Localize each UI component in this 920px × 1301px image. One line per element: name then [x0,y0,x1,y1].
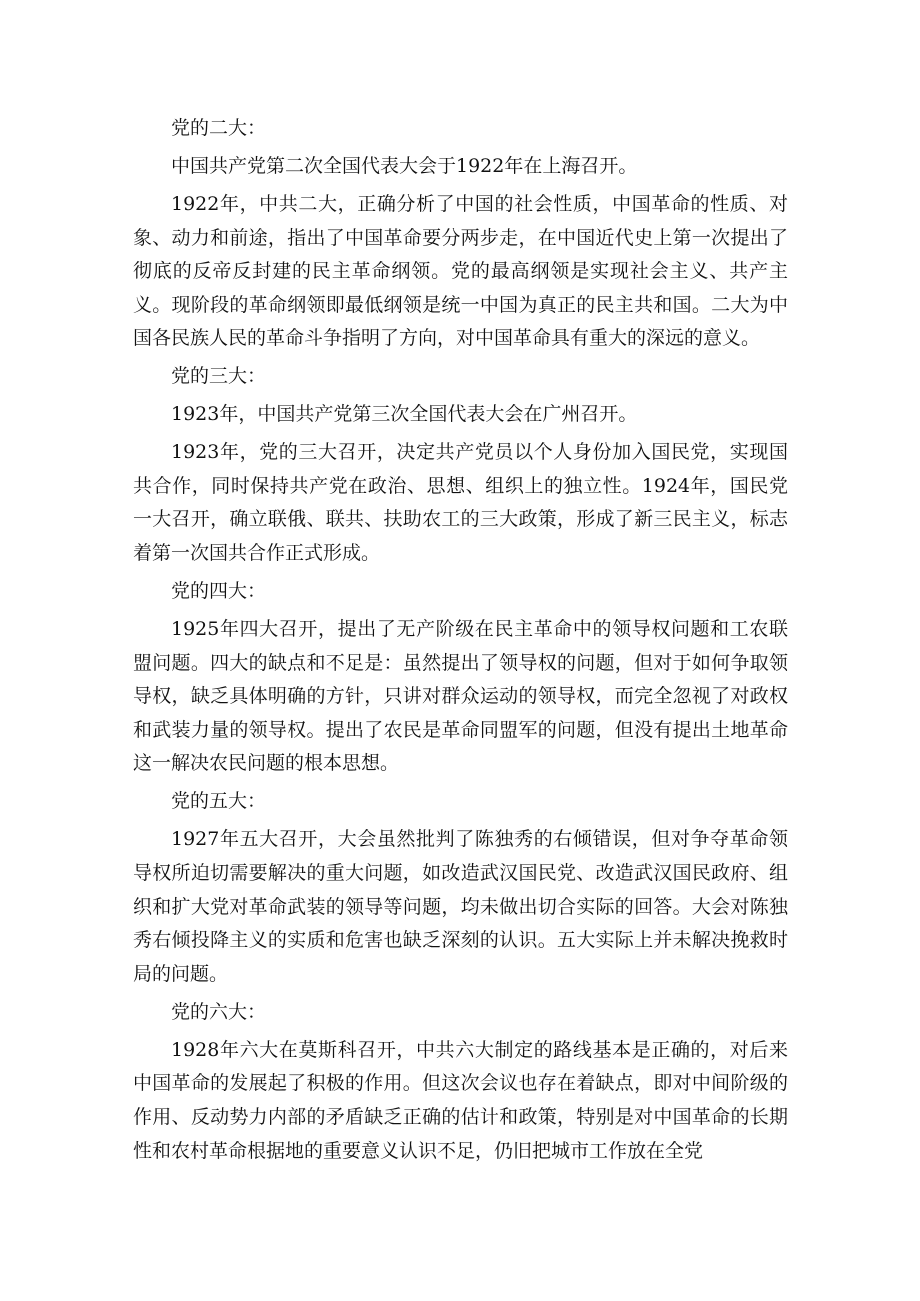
paragraph-third-congress-intro: 1923年，中国共产党第三次全国代表大会在广州召开。 [171,403,638,426]
paragraph-sixth-congress-detail: 1928年六大在莫斯科召开，中共六大制定的路线基本是正确的，对后来中国革命的发展起了积极的作用。但这次会议也存在着缺点，即对中间阶级的作用、反动势力内部的矛盾缺乏正确的估计和政策，特别是对中国革命的长期性和农村革命根据地的重要意义认识不足，仍旧把城市工作放在全党 [133,1038,788,1162]
heading-fifth-congress: 党的五大： [171,790,267,813]
heading-fourth-congress: 党的四大： [171,580,267,603]
paragraph-fifth-congress-detail: 1927年五大召开，大会虽然批判了陈独秀的右倾错误，但对争夺革命领导权所迫切需要解决的重大问题，如改造武汉国民党、改造武汉国民政府、组织和扩大党对革命武装的领导等问题，均未做出切合实际的回答。大会对陈独秀右倾投降主义的实质和危害也缺乏深刻的认识。五大实际上并未解决挽救时局的问题。 [133,828,788,985]
paragraph-second-congress-detail: 1922年，中共二大，正确分析了中国的社会性质，中国革命的性质、对象、动力和前途，指出了中国革命要分两步走，在中国近代史上第一次提出了彻底的反帝反封建的民主革命纲领。党的最高纲领是实现社会主义、共产主义。现阶段的革命纲领即最低纲领是统一中国为真正的民主共和国。二大为中国各民族人民的革命斗争指明了方向，对中国革命具有重大的深远的意义。 [133,192,788,350]
paragraph-second-congress-intro: 中国共产党第二次全国代表大会于1922年在上海召开。 [171,154,638,177]
paragraph-fourth-congress-detail: 1925年四大召开，提出了无产阶级在民主革命中的领导权问题和工农联盟问题。四大的缺点和不足是：虽然提出了领导权的问题，但对于如何争取领导权，缺乏具体明确的方针，只讲对群众运动的领导权，而完全忽视了对政权和武装力量的领导权。提出了农民是革命同盟军的问题，但没有提出土地革命这一解决农民问题的根本思想。 [133,618,788,775]
heading-second-congress: 党的二大： [171,117,267,139]
document-body [133,112,788,1173]
paragraph-third-congress-detail: 1923年，党的三大召开，决定共产党员以个人身份加入国民党，实现国共合作，同时保持共产党在政治、思想、组织上的独立性。1924年，国民党一大召开，确立联俄、联共、扶助农工的三大政策，形成了新三民主义，标志着第一次国共合作正式形成。 [133,441,788,565]
heading-sixth-congress: 党的六大： [171,1000,267,1023]
heading-third-congress: 党的三大： [171,365,267,388]
